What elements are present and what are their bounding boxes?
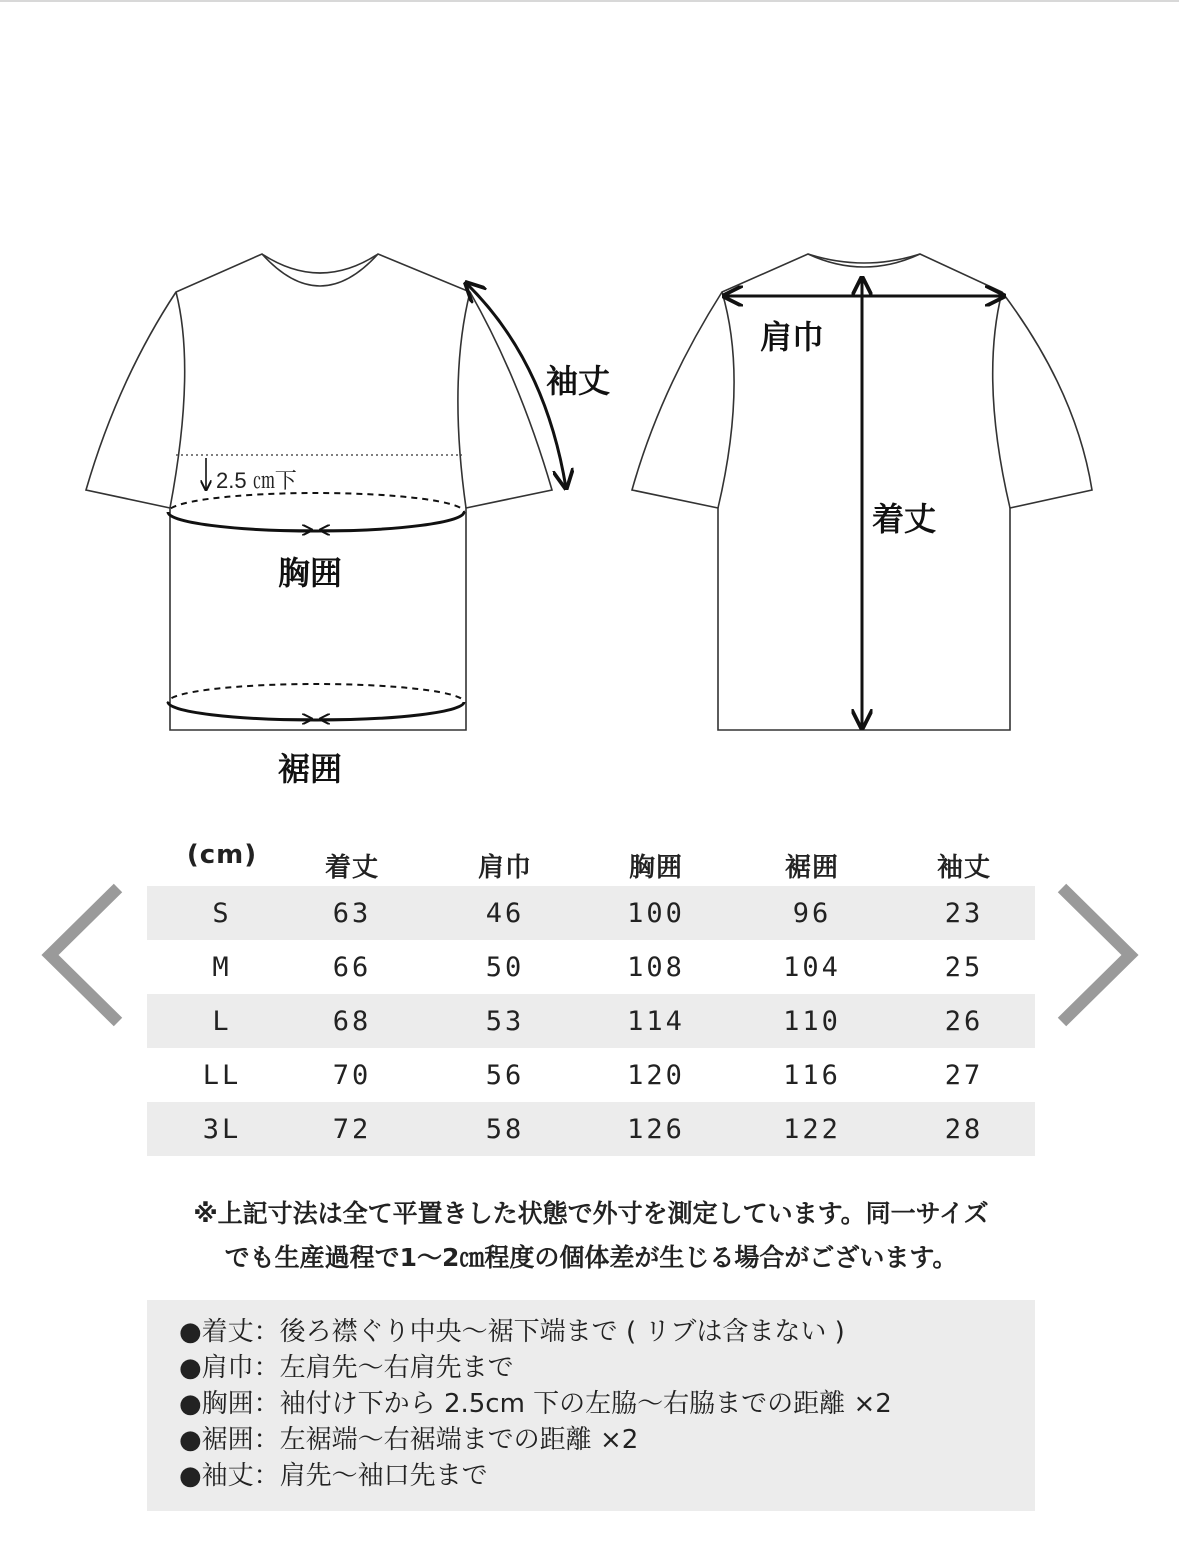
value-cell: 56 bbox=[485, 1059, 525, 1091]
value-cell: 70 bbox=[332, 1059, 372, 1091]
front-tshirt-outline bbox=[86, 254, 552, 730]
size-cell: 3L bbox=[202, 1113, 242, 1145]
header-shoulder-width: 肩巾 bbox=[477, 852, 532, 883]
value-cell: 122 bbox=[783, 1113, 841, 1145]
measurement-definitions bbox=[147, 1300, 1035, 1511]
definition-shoulder-width: ●肩巾：左肩先〜右肩先まで bbox=[179, 1353, 514, 1383]
size-cell: L bbox=[212, 1005, 232, 1037]
value-cell: 100 bbox=[627, 897, 685, 929]
value-cell: 120 bbox=[627, 1059, 685, 1091]
definition-sleeve-length: ●袖丈：肩先〜袖口先まで bbox=[179, 1461, 488, 1491]
value-cell: 110 bbox=[783, 1005, 841, 1037]
value-cell: 26 bbox=[944, 1005, 984, 1037]
value-cell: 50 bbox=[485, 951, 525, 983]
unit-label: (cm) bbox=[186, 840, 258, 870]
value-cell: 66 bbox=[332, 951, 372, 983]
hem-ellipse-bottom bbox=[168, 702, 464, 720]
header-hem: 裾囲 bbox=[784, 852, 839, 883]
table-row bbox=[147, 940, 1035, 994]
value-cell: 116 bbox=[783, 1059, 841, 1091]
value-cell: 96 bbox=[792, 897, 832, 929]
value-cell: 68 bbox=[332, 1005, 372, 1037]
table-header-row bbox=[147, 824, 1035, 886]
chevron-right-icon[interactable] bbox=[1052, 880, 1142, 1030]
value-cell: 104 bbox=[783, 951, 841, 983]
table-row bbox=[147, 1048, 1035, 1102]
value-cell: 58 bbox=[485, 1113, 525, 1145]
size-cell: LL bbox=[202, 1059, 242, 1091]
size-cell: M bbox=[212, 951, 232, 983]
value-cell: 114 bbox=[627, 1005, 685, 1037]
header-sleeve-length: 袖丈 bbox=[936, 852, 991, 883]
measurement-note bbox=[147, 1192, 1035, 1280]
table-row bbox=[147, 994, 1035, 1048]
value-cell: 72 bbox=[332, 1113, 372, 1145]
sleeve-length-label: 袖丈 bbox=[546, 362, 611, 400]
definition-hem: ●裾囲：左裾端〜右裾端までの距離 ×2 bbox=[179, 1425, 639, 1455]
size-table bbox=[147, 824, 1035, 1156]
hem-label: 裾囲 bbox=[278, 750, 343, 788]
chest-ellipse-bottom bbox=[168, 512, 464, 531]
header-body-length: 着丈 bbox=[324, 852, 379, 883]
note-line-1: ※上記寸法は全て平置きした状態で外寸を測定しています。同一サイズ bbox=[193, 1199, 989, 1228]
value-cell: 23 bbox=[944, 897, 984, 929]
value-cell: 25 bbox=[944, 951, 984, 983]
header-chest: 胸囲 bbox=[628, 852, 683, 883]
definition-chest: ●胸囲：袖付け下から 2.5cm 下の左脇〜右脇までの距離 ×2 bbox=[179, 1389, 892, 1419]
chevron-left-icon[interactable] bbox=[38, 880, 128, 1030]
value-cell: 63 bbox=[332, 897, 372, 929]
value-cell: 27 bbox=[944, 1059, 984, 1091]
note-line-2: でも生産過程で1〜2㎝程度の個体差が生じる場合がございます。 bbox=[224, 1243, 958, 1272]
table-row bbox=[147, 886, 1035, 940]
definition-body-length: ●着丈：後ろ襟ぐり中央〜裾下端まで ( リブは含まない ) bbox=[179, 1317, 845, 1347]
size-cell: S bbox=[212, 897, 232, 929]
value-cell: 46 bbox=[485, 897, 525, 929]
body-length-label: 着丈 bbox=[872, 500, 937, 538]
value-cell: 126 bbox=[627, 1113, 685, 1145]
chest-label: 胸囲 bbox=[278, 554, 343, 592]
value-cell: 108 bbox=[627, 951, 685, 983]
chest-offset-label: 2.5 ㎝下 bbox=[216, 468, 297, 493]
value-cell: 28 bbox=[944, 1113, 984, 1145]
value-cell: 53 bbox=[485, 1005, 525, 1037]
shoulder-width-label: 肩巾 bbox=[760, 318, 825, 356]
table-row bbox=[147, 1102, 1035, 1156]
